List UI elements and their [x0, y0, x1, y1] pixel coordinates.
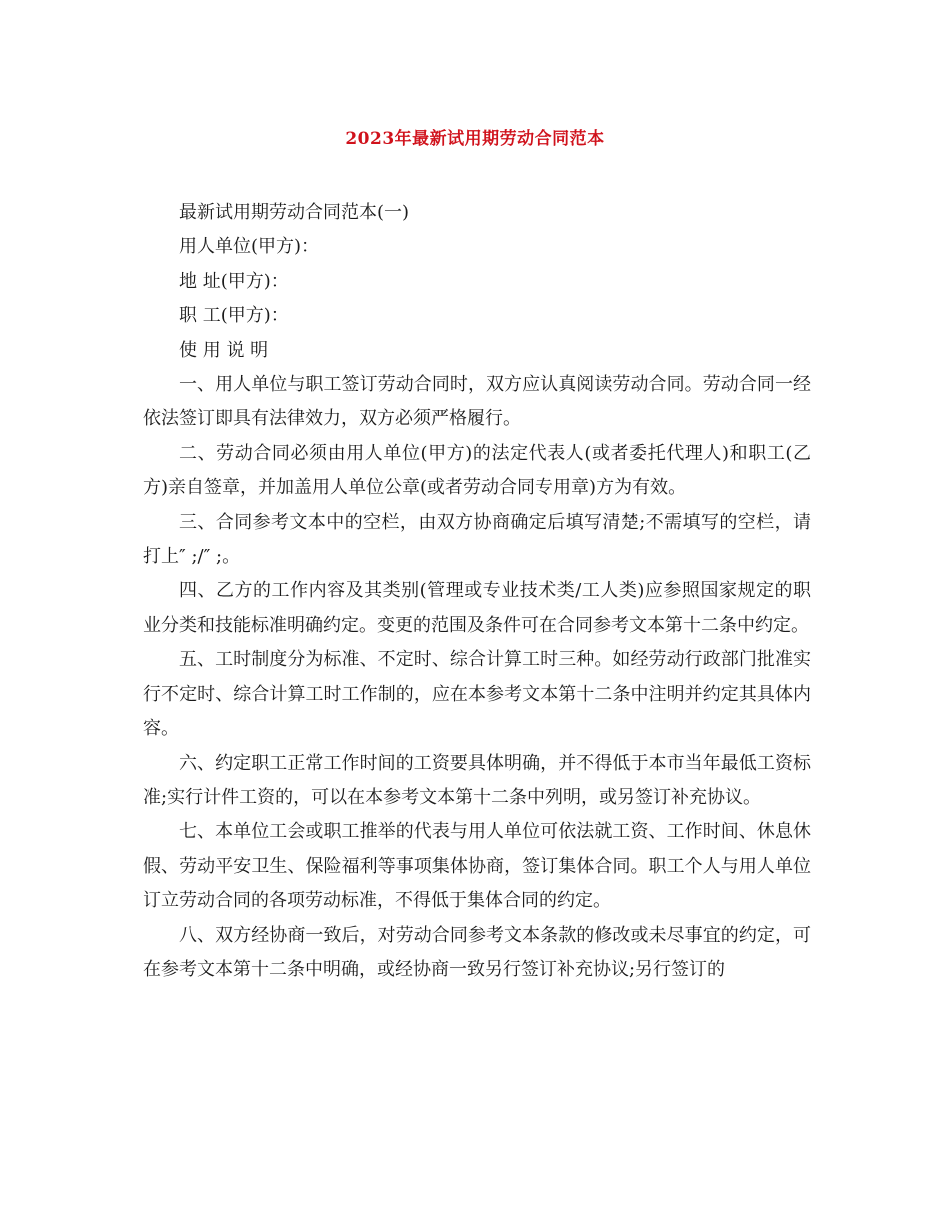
instructions-heading: 使 用 说 明 [179, 339, 269, 361]
page-title: 2023年最新试用期劳动合同范本 [345, 129, 605, 149]
instruction-paragraph-6: 六、约定职工正常工作时间的工资要具体明确，并不得低于本市当年最低工资标准;实行计件工资的，可以在本参考文本第十二条中列明，或另签订补充协议。 [143, 752, 811, 808]
instruction-paragraph-4: 四、乙方的工作内容及其类别(管理或专业技术类/工人类)应参照国家规定的职业分类和技能标准明确约定。变更的范围及条件可在合同参考文本第十二条中约定。 [143, 580, 811, 636]
contract-subtitle: 最新试用期劳动合同范本(一) [179, 202, 410, 223]
instruction-paragraph-8: 八、双方经协商一致后，对劳动合同参考文本条款的修改或未尽事宜的约定，可在参考文本第十二条中明确，或经协商一致另行签订补充协议;另行签订的 [143, 924, 811, 980]
address-field-label: 地 址(甲方)： [179, 270, 289, 292]
instruction-paragraph-5: 五、工时制度分为标准、不定时、综合计算工时三种。如经劳动行政部门批准实行不定时、综合计算工时工作制的，应在本参考文本第十二条中注明并约定其具体内容。 [143, 649, 811, 740]
instruction-paragraph-3: 三、合同参考文本中的空栏，由双方协商确定后填写清楚;不需填写的空栏，请打上″ ;/″ ;。 [143, 511, 811, 568]
employer-field-label: 用人单位(甲方)： [179, 236, 320, 258]
document-body [143, 196, 811, 987]
instruction-paragraph-1: 一、用人单位与职工签订劳动合同时，双方应认真阅读劳动合同。劳动合同一经依法签订即具有法律效力，双方必须严格履行。 [143, 374, 811, 430]
instruction-paragraph-2: 二、劳动合同必须由用人单位(甲方)的法定代表人(或者委托代理人)和职工(乙方)亲自签章，并加盖用人单位公章(或者劳动合同专用章)方为有效。 [143, 442, 811, 499]
instruction-paragraph-7: 七、本单位工会或职工推举的代表与用人单位可依法就工资、工作时间、休息休假、劳动平安卫生、保险福利等事项集体协商，签订集体合同。职工个人与用人单位订立劳动合同的各项劳动标准，不得低于集体合同的约定。 [143, 821, 811, 912]
employee-field-label: 职 工(甲方)： [179, 305, 289, 327]
